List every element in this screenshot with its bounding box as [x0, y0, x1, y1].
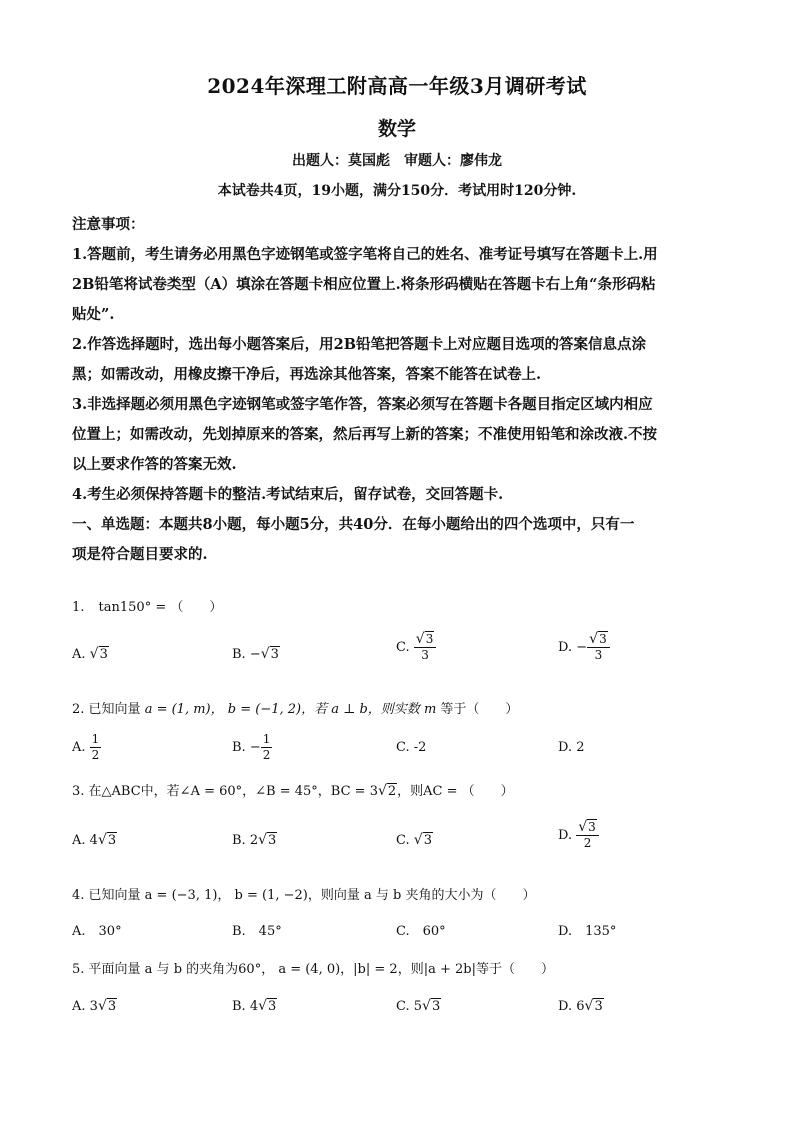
- q3-option-b: [232, 832, 277, 848]
- q1-d-denominator: 3: [594, 648, 603, 662]
- q3-d-label: D.: [558, 828, 573, 843]
- q2-a-label: A.: [72, 740, 86, 755]
- note-1-line-3: 贴处”.: [72, 306, 115, 323]
- q3-a-label: A.: [72, 833, 86, 848]
- q3-b-sqrt: √3: [258, 832, 277, 848]
- q5-b-sqrt: √3: [258, 998, 277, 1014]
- q1-c-denominator: 3: [421, 648, 429, 662]
- note-4-line-1: 4.考生必须保持答题卡的整洁.考试结束后，留存试卷，交回答题卡.: [72, 486, 504, 503]
- q5-d-coef: 6: [576, 999, 585, 1014]
- q2-perp: a ⊥ b，则实数: [331, 702, 420, 717]
- question-2-number: 2.: [72, 702, 85, 717]
- q5-c-coef: 5: [413, 999, 423, 1014]
- q3-c-radicand: 3: [423, 833, 432, 848]
- q1-d-numerator: 3: [599, 632, 607, 646]
- q3-b-radicand: 3: [268, 833, 277, 848]
- q1-d-fraction: $\frac{√3}{3}$: [587, 632, 610, 663]
- q4-option-b: B. 45°: [232, 924, 282, 939]
- exam-subject: 数学: [377, 118, 416, 140]
- q3-sqrt: √2: [377, 783, 397, 799]
- note-2-line-1: 2.作答选择题时，选出每小题答案后，用2B铅笔把答题卡上对应题目选项的答案信息点涂: [72, 336, 646, 353]
- q5-option-a: [72, 998, 117, 1014]
- q3-text-end: ，则AC = （ ）: [397, 784, 514, 799]
- q5-option-d: [558, 998, 604, 1014]
- q2-a-fraction: [90, 732, 102, 763]
- q2-b-sign: −: [249, 740, 261, 755]
- q3-d-fraction: $\frac{√3}{2}$: [576, 820, 599, 851]
- q3-option-a: [72, 832, 117, 848]
- question-3-number: 3.: [72, 784, 85, 799]
- q1-b-label: B.: [232, 647, 246, 662]
- q2-b-denominator: 2: [262, 748, 271, 762]
- q5-a-radicand: 3: [107, 999, 117, 1014]
- note-1-line-1: 1.答题前，考生请务必用黑色字迹钢笔或签字笔将自己的姓名、准考证号填写在答题卡上.用: [72, 246, 658, 263]
- exam-authors: 出题人：莫国彪 审题人：廖伟龙: [292, 153, 502, 169]
- q3-text-1: 在△ABC中，若∠A = 60°，∠B = 45°，BC = 3: [88, 784, 378, 799]
- q2-option-d: D. 2: [558, 740, 585, 755]
- question-1-number: 1.: [72, 600, 85, 615]
- notes-block: [72, 210, 722, 570]
- q2-var-m: m: [423, 702, 437, 717]
- q2-vector-a: a = (1, m)，: [144, 702, 224, 717]
- q1-c-fraction: $\frac{√3}{3}$: [414, 632, 437, 663]
- q5-option-c: [396, 998, 441, 1014]
- q2-option-b: [232, 732, 272, 763]
- q1-option-c: [396, 632, 436, 663]
- q5-a-sqrt: √3: [97, 998, 117, 1014]
- q2-vector-b: b = (−1, 2)，若: [227, 702, 328, 717]
- q2-text-end: 等于（ ）: [440, 702, 519, 717]
- q3-c-label: C.: [396, 833, 410, 848]
- question-5-number: 5.: [72, 962, 85, 977]
- q5-d-label: D.: [558, 999, 573, 1014]
- q5-c-sqrt: √3: [422, 998, 441, 1014]
- q1-c-label: C.: [396, 640, 410, 655]
- q1-b-sqrt: √3: [260, 646, 279, 662]
- question-1-text: tan150° = （ ）: [98, 600, 223, 615]
- note-3-line-3: 以上要求作答的答案无效.: [72, 456, 237, 473]
- q5-a-coef: 3: [89, 999, 98, 1014]
- question-5-stem: [72, 958, 554, 977]
- q5-c-radicand: 3: [431, 999, 441, 1014]
- q1-option-a: [72, 646, 109, 662]
- q3-radicand: 2: [387, 784, 397, 799]
- q3-a-sqrt: √3: [97, 832, 117, 848]
- section-1-line-2: 项是符合题目要求的.: [72, 546, 208, 563]
- q3-option-d: [558, 820, 599, 851]
- q4-option-d: D. 135°: [558, 924, 617, 939]
- q1-b-radicand: 3: [270, 647, 279, 662]
- question-3-stem: [72, 780, 514, 799]
- note-2-line-2: 黑；如需改动，用橡皮擦干净后，再选涂其他答案，答案不能答在试卷上.: [72, 366, 542, 383]
- q2-b-numerator: 1: [262, 732, 271, 746]
- q1-d-sign: −: [576, 640, 588, 655]
- note-3-line-1: 3.非选择题必须用黑色字迹钢笔或签字笔作答，答案必须写在答题卡各题目指定区域内相应: [72, 396, 653, 413]
- q2-b-label: B.: [232, 740, 246, 755]
- q2-text-1: 已知向量: [88, 702, 141, 717]
- q3-d-numerator: 3: [588, 820, 596, 834]
- q3-a-coef: 4: [89, 833, 98, 848]
- q5-d-radicand: 3: [594, 999, 603, 1014]
- question-2-stem: [72, 698, 518, 717]
- q3-option-c: [396, 832, 433, 848]
- notes-heading: 注意事项：: [72, 216, 145, 233]
- q1-option-b: [232, 646, 280, 662]
- q1-a-sqrt: √3: [89, 646, 108, 662]
- note-1-line-2: 2B铅笔将试卷类型（A）填涂在答题卡相应位置上.将条形码横贴在答题卡右上角“条形码粘: [72, 276, 656, 293]
- q3-a-radicand: 3: [107, 833, 117, 848]
- q5-d-sqrt: √3: [584, 998, 603, 1014]
- q1-option-d: [558, 632, 610, 663]
- question-4-text: 已知向量 a = (−3, 1)， b = (1, −2)，则向量 a 与 b 夹角的大小为（ ）: [88, 888, 536, 903]
- q5-c-label: C.: [396, 999, 410, 1014]
- q1-a-radicand: 3: [99, 647, 108, 662]
- q5-b-label: B.: [232, 999, 246, 1014]
- section-1-line-1: 一、单选题：本题共8小题，每小题5分，共40分．在每小题给出的四个选项中，只有一: [72, 516, 635, 533]
- q2-option-a: [72, 732, 101, 763]
- q2-a-denominator: 2: [91, 748, 100, 762]
- q1-a-label: A.: [72, 647, 86, 662]
- q3-c-sqrt: √3: [413, 832, 432, 848]
- q3-b-label: B.: [232, 833, 246, 848]
- question-5-text: 平面向量 a 与 b 的夹角为60°， a = (4, 0)，|b| = 2，则|a + 2b|等于（ ）: [88, 962, 554, 977]
- q5-a-label: A.: [72, 999, 86, 1014]
- q4-option-c: C. 60°: [396, 924, 446, 939]
- q1-d-label: D.: [558, 640, 573, 655]
- question-4-stem: [72, 884, 536, 903]
- q3-d-denominator: 2: [583, 836, 592, 850]
- q3-b-coef: 2: [249, 833, 259, 848]
- exam-info: 本试卷共4页，19小题，满分150分．考试用时120分钟.: [217, 183, 577, 199]
- question-4-number: 4.: [72, 888, 85, 903]
- q2-a-numerator: 1: [91, 732, 100, 746]
- q5-option-b: [232, 998, 277, 1014]
- q5-b-radicand: 3: [268, 999, 277, 1014]
- q5-b-coef: 4: [249, 999, 259, 1014]
- q2-option-c: C. -2: [396, 740, 427, 755]
- q4-option-a: A. 30°: [72, 924, 122, 939]
- q2-b-fraction: [261, 732, 273, 763]
- exam-title: 2024年深理工附高高一年级3月调研考试: [207, 74, 587, 98]
- question-1-stem: [72, 596, 222, 615]
- q1-b-sign: −: [249, 647, 261, 662]
- note-3-line-2: 位置上；如需改动，先划掉原来的答案，然后再写上新的答案；不准使用铅笔和涂改液.不按: [72, 426, 658, 443]
- q1-c-numerator: 3: [425, 632, 434, 646]
